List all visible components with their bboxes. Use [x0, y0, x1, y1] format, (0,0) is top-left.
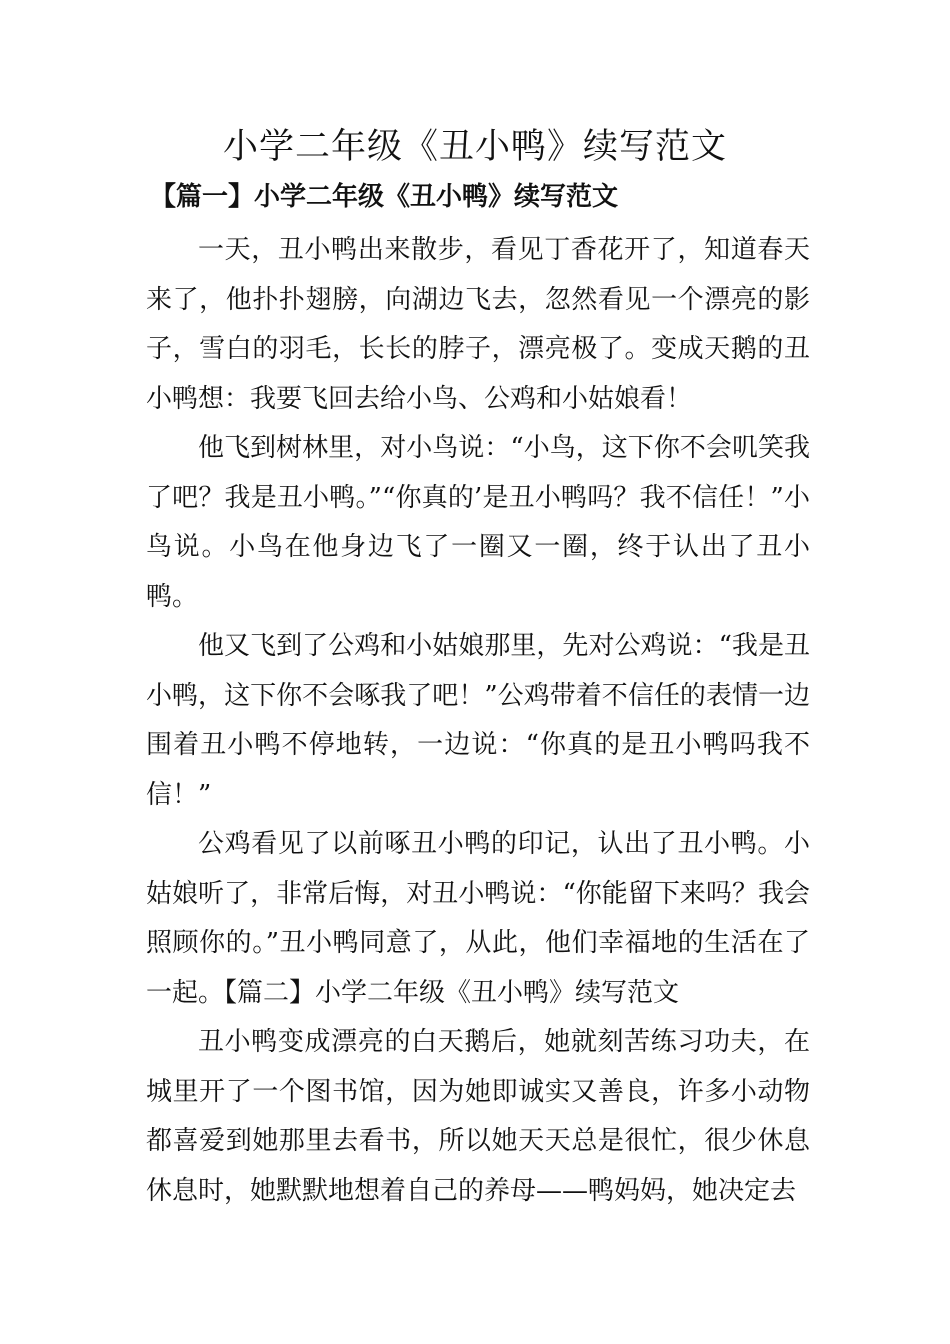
paragraph: 他飞到树林里，对小鸟说：“小鸟，这下你不会叽笑我了吧？我是丑小鸭。”“你真的’是丑小鸭吗？我不信任！”小鸟说。小鸟在他身边飞了一圈又一圈，终于认出了丑小鸭。	[146, 433, 810, 612]
document-body	[146, 226, 810, 1216]
document-title: 小学二年级《丑小鸭》续写范文	[222, 127, 727, 167]
paragraph: 一天，丑小鸭出来散步，看见丁香花开了，知道春天来了，他扑扑翅膀，向湖边飞去，忽然看见一个漂亮的影子，雪白的羽毛，长长的脖子，漂亮极了。变成天鹅的丑小鸭想：我要飞回去给小鸟、公鸡和小姑娘看！	[146, 235, 810, 414]
paragraph: 公鸡看见了以前啄丑小鸭的印记，认出了丑小鸭。小姑娘听了，非常后悔，对丑小鸭说：“你能留下来吗？我会照顾你的。”丑小鸭同意了，从此，他们幸福地的生活在了一起。【篇二】小学二年级《丑小鸭》续写范文	[146, 829, 810, 1008]
paragraph: 他又飞到了公鸡和小姑娘那里，先对公鸡说：“我是丑小鸭，这下你不会啄我了吧！”公鸡带着不信任的表情一边围着丑小鸭不停地转，一边说：“你真的是丑小鸭吗我不信！”	[146, 631, 810, 810]
paragraph: 丑小鸭变成漂亮的白天鹅后，她就刻苦练习功夫，在城里开了一个图书馆，因为她即诚实又善良，许多小动物都喜爱到她那里去看书，所以她天天总是很忙，很少休息休息时，她默默地想着自己的养母——鸭妈妈，她决定去	[146, 1027, 810, 1206]
section-heading: 【篇一】小学二年级《丑小鸭》续写范文	[150, 182, 619, 212]
